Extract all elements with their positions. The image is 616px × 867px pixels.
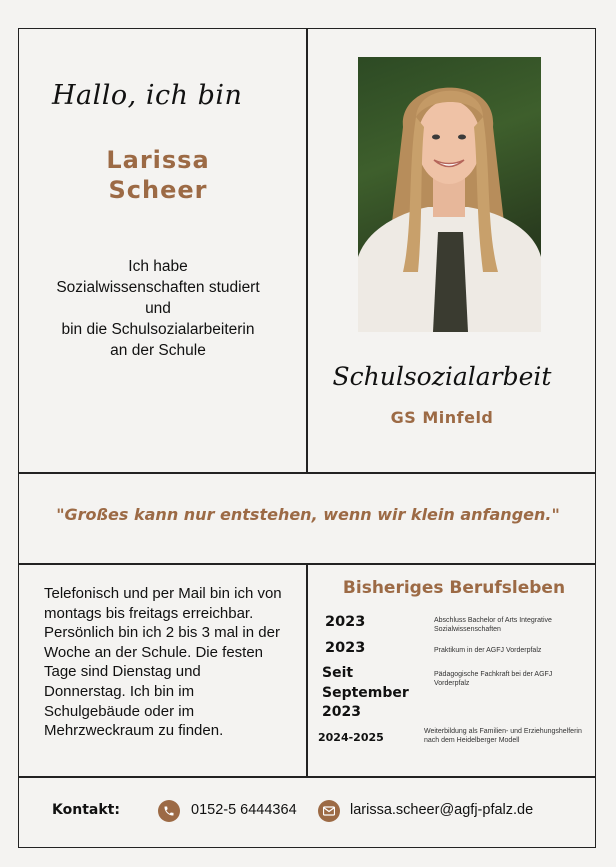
greeting: Hallo, ich bin [52, 80, 243, 111]
availability-text: Telefonisch und per Mail bin ich von montags bis freitags erreichbar. Persönlich bin ich 2 bis 3 mal in der Woche an der Schule. Die festen Tage sind Dienstag und Donnerstag. Ich bin im Schulgebäude oder im Mehrzweckraum zu finden. [44, 585, 282, 740]
career-description: Praktikum in der AGFJ Vorderpfalz [434, 647, 542, 654]
portrait-photo [358, 57, 541, 332]
intro-line: und [145, 300, 171, 317]
email-address[interactable]: larissa.scheer@agfj-pfalz.de [350, 802, 534, 818]
intro-line: Ich habe [128, 258, 188, 275]
intro-text [20, 256, 296, 361]
first-name: Larissa [106, 146, 210, 174]
contact-label: Kontakt: [52, 802, 120, 818]
last-name: Scheer [108, 176, 208, 204]
intro-line: Sozialwissenschaften studiert [56, 279, 260, 296]
career-year-line: 2023 [322, 704, 361, 720]
career-year: 2023 [325, 614, 366, 630]
career-description: Abschluss Bachelor of Arts Integrative Sozialwissenschaften [434, 617, 552, 633]
phone-icon [158, 800, 180, 822]
role-title: Schulsozialarbeit [332, 362, 552, 391]
career-description: Pädagogische Fachkraft bei der AGFJ Vorderpfalz [434, 671, 553, 687]
career-year-line: September [322, 684, 409, 701]
horizontal-divider-3 [18, 776, 596, 778]
intro-line: an der Schule [110, 342, 206, 359]
vertical-divider-bottom [306, 563, 308, 777]
career-year [322, 664, 409, 723]
vertical-divider-top [306, 28, 308, 473]
quote: "Großes kann nur entstehen, wenn wir klein anfangen." [56, 505, 560, 524]
career-year-line: Seit [322, 665, 354, 681]
career-description: Weiterbildung als Familien- und Erziehungshelferin nach dem Heidelberger Modell [424, 728, 582, 744]
career-year: 2024-2025 [318, 731, 384, 744]
person-name [40, 145, 276, 205]
intro-line: bin die Schulsozialarbeiterin [61, 321, 255, 338]
school-name: GS Minfeld [390, 408, 494, 427]
horizontal-divider-1 [18, 472, 596, 474]
career-heading: Bisheriges Berufsleben [342, 578, 566, 598]
career-year: 2023 [325, 640, 366, 656]
mail-icon [318, 800, 340, 822]
phone-number[interactable]: 0152-5 6444364 [191, 802, 297, 818]
